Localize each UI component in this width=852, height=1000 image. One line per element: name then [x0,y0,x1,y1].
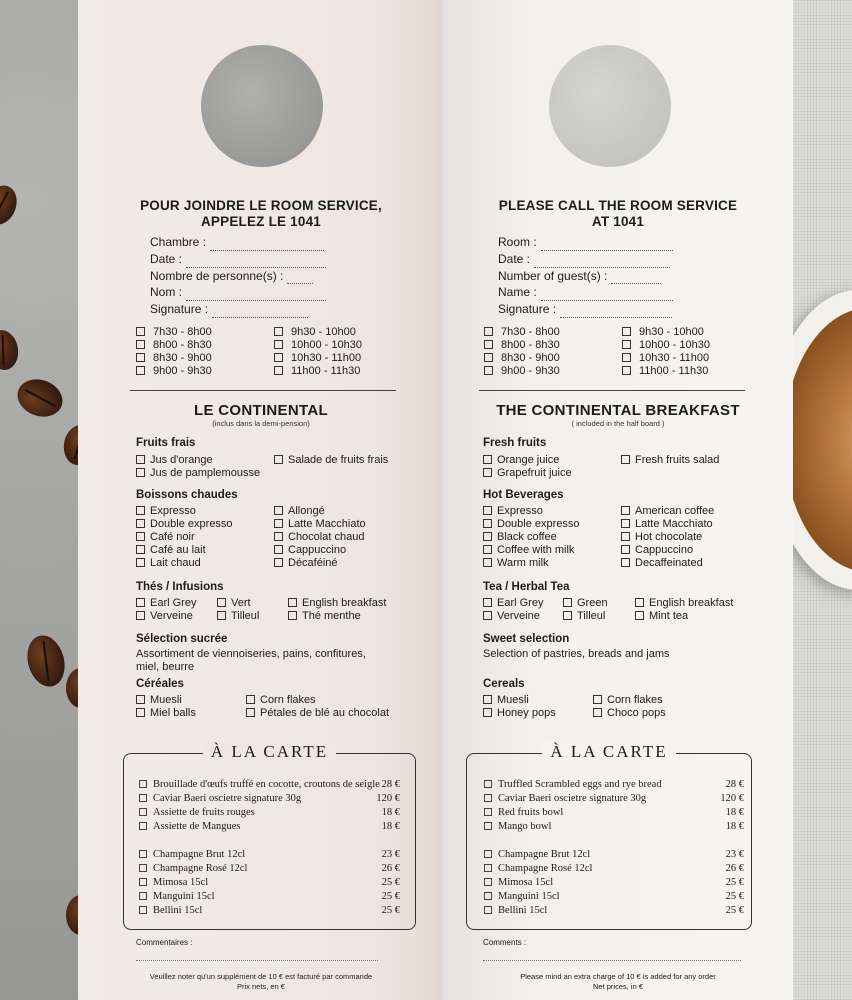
carte-item[interactable]: Red fruits bowl [484,806,563,819]
carte-item[interactable]: Assiette de fruits rouges [139,806,255,819]
carte-item[interactable]: Mimosa 15cl [484,876,553,889]
time-slot[interactable]: 10h00 - 10h30 [622,339,710,352]
menu-option[interactable]: Double expresso [483,518,580,531]
carte-price: 18 € [381,821,400,832]
category-hot-beverages: Hot Beverages [483,489,564,501]
time-slot[interactable]: 8h00 - 8h30 [484,339,560,352]
menu-option[interactable]: Muesli [483,694,529,707]
section-title: LE CONTINENTAL [194,402,328,419]
carte-price: 23 € [725,849,744,860]
hanger-hole [549,45,671,167]
surcharge-note: Veuillez noter qu'un supplément de 10 € est facturé par commande [149,972,373,981]
carte-price: 26 € [725,863,744,874]
category-sweet: Sweet selection [483,633,570,645]
category-tea: Thés / Infusions [136,581,224,593]
divider [479,390,745,391]
carte-item[interactable]: Champagne Brut 12cl [139,848,245,861]
title-line1: PLEASE CALL THE ROOM SERVICE [498,198,738,213]
category-fruits: Fruits frais [136,437,196,449]
menu-option[interactable]: Pétales de blé au chocolat [246,707,389,720]
menu-option[interactable]: Latte Macchiato [621,518,713,531]
title-line2: APPELEZ LE 1041 [200,214,322,229]
divider [130,390,396,391]
comments-line[interactable] [136,960,378,961]
comments-line[interactable] [483,960,741,961]
field-label: Room : [498,235,537,249]
title-line2: AT 1041 [591,214,645,229]
menu-option[interactable]: Allongé [274,505,325,518]
sweet-description: Assortiment de viennoiseries, pains, confitures, miel, beurre [136,648,366,673]
door-hanger-fr [78,0,444,1000]
category-fruits: Fresh fruits [483,437,547,449]
category-cereals: Cereals [483,678,525,690]
carte-item[interactable]: Caviar Baeri oscietre signature 30g [484,792,646,805]
menu-option[interactable]: Expresso [483,505,543,518]
time-slot[interactable]: 7h30 - 8h00 [484,326,560,339]
comments-label: Comments : [483,938,527,947]
menu-option[interactable]: Honey pops [483,707,556,720]
menu-option[interactable]: Chocolat chaud [274,531,364,544]
menu-option[interactable]: Lait chaud [136,557,201,570]
category-hot-beverages: Boissons chaudes [136,489,238,501]
carte-price: 25 € [381,891,400,902]
menu-option[interactable]: Thé menthe [288,610,361,623]
menu-option[interactable]: Coffee with milk [483,544,574,557]
carte-price: 25 € [381,877,400,888]
carte-item[interactable]: Mango bowl [484,820,551,833]
time-slot[interactable]: 10h00 - 10h30 [274,339,362,352]
carte-price: 120 € [720,793,744,804]
hanger-hole [201,45,323,167]
carte-item[interactable]: Truffled Scrambled eggs and rye bread [484,778,662,791]
signature-field[interactable] [150,301,326,318]
a-la-carte-title: À LA CARTE [124,742,415,762]
carte-item[interactable]: Champagne Rosé 12cl [139,862,247,875]
menu-option[interactable]: Verveine [136,610,193,623]
time-slot[interactable]: 9h00 - 9h30 [136,365,212,378]
menu-option[interactable]: Café noir [136,531,195,544]
menu-option[interactable]: Choco pops [593,707,666,720]
name-field[interactable] [498,284,673,301]
door-hanger-en [443,0,793,1000]
menu-option[interactable]: Green [563,597,608,610]
a-la-carte-box [123,742,416,930]
carte-price: 25 € [381,905,400,916]
menu-option[interactable]: Tilleul [217,610,259,623]
prices-note: Net prices, in € [592,982,644,991]
carte-price: 25 € [725,877,744,888]
carte-item[interactable]: Assiette de Mangues [139,820,240,833]
sweet-description: Selection of pastries, breads and jams [483,648,670,660]
carte-item[interactable]: Champagne Rosé 12cl [484,862,592,875]
field-label: Chambre : [150,235,207,249]
time-slot[interactable]: 11h00 - 11h30 [622,365,710,378]
time-slot[interactable]: 9h00 - 9h30 [484,365,560,378]
field-label: Signature : [150,302,209,317]
menu-option[interactable]: Fresh fruits salad [621,454,719,467]
menu-option[interactable]: Muesli [136,694,182,707]
guests-field[interactable] [150,268,326,285]
menu-option[interactable]: Jus d'orange [136,454,213,467]
carte-item[interactable]: Champagne Brut 12cl [484,848,590,861]
menu-option[interactable]: Tilleul [563,610,605,623]
menu-option[interactable]: Décaféiné [274,557,338,570]
menu-option[interactable]: English breakfast [635,597,733,610]
menu-option[interactable]: Corn flakes [593,694,663,707]
carte-price: 25 € [725,905,744,916]
menu-option[interactable]: Vert [217,597,251,610]
carte-item[interactable]: Bellini 15cl [139,904,202,917]
carte-price: 120 € [376,793,400,804]
menu-option[interactable]: Earl Grey [136,597,196,610]
menu-option[interactable]: Warm milk [483,557,549,570]
menu-option[interactable]: Café au lait [136,544,206,557]
coffee-surface [784,308,852,572]
category-tea: Tea / Herbal Tea [483,581,570,593]
carte-price: 23 € [381,849,400,860]
order-fields [150,234,326,318]
room-field[interactable] [498,234,673,251]
menu-option[interactable]: American coffee [621,505,714,518]
menu-option[interactable]: Miel balls [136,707,196,720]
menu-option[interactable]: Double expresso [136,518,233,531]
comments-label: Commentaires : [136,938,193,947]
time-slot[interactable]: 9h30 - 10h00 [622,326,710,339]
category-sweet: Sélection sucrée [136,633,228,645]
carte-price: 18 € [381,807,400,818]
section-subtitle: ( included in the half board ) [571,419,665,428]
menu-option[interactable]: Black coffee [483,531,557,544]
menu-option[interactable]: Jus de pamplemousse [136,467,260,480]
carte-price: 18 € [725,807,744,818]
menu-option[interactable]: Earl Grey [483,597,543,610]
field-label: Name : [498,285,537,300]
menu-option[interactable]: Cappuccino [621,544,693,557]
a-la-carte-box [466,742,752,930]
carte-item[interactable]: Caviar Baeri oscietre signature 30g [139,792,301,805]
field-label: Signature : [498,302,557,317]
carte-price: 18 € [725,821,744,832]
menu-option[interactable]: Mint tea [635,610,688,623]
date-field[interactable] [498,251,673,268]
section-title: THE CONTINENTAL BREAKFAST [496,402,740,419]
time-slot[interactable]: 7h30 - 8h00 [136,326,212,339]
field-label: Number of guest(s) : [498,268,608,283]
carte-price: 25 € [725,891,744,902]
menu-option[interactable]: Orange juice [483,454,559,467]
menu-option[interactable]: English breakfast [288,597,386,610]
surcharge-note: Please mind an extra charge of 10 € is added for any order [520,972,716,981]
title-line1: POUR JOINDRE LE ROOM SERVICE, [140,198,382,213]
carte-price: 26 € [381,863,400,874]
menu-option[interactable]: Salade de fruits frais [274,454,388,467]
guests-field[interactable] [498,268,673,285]
carte-item[interactable]: Manguini 15cl [139,890,215,903]
menu-option[interactable]: Hot chocolate [621,531,702,544]
menu-option[interactable]: Latte Macchiato [274,518,366,531]
time-slot[interactable]: 8h30 - 9h00 [484,352,560,365]
time-slot[interactable]: 10h30 - 11h00 [274,352,362,365]
field-label: Date : [498,251,531,266]
category-cereals: Céréales [136,678,184,690]
time-slot[interactable]: 8h30 - 9h00 [136,352,212,365]
time-slot[interactable]: 11h00 - 11h30 [274,365,362,378]
name-field[interactable] [150,284,326,301]
time-slot[interactable]: 8h00 - 8h30 [136,339,212,352]
carte-price: 28 € [725,779,744,790]
time-slot[interactable]: 10h30 - 11h00 [622,352,710,365]
signature-field[interactable] [498,301,673,318]
section-subtitle: (inclus dans la demi-pension) [212,419,310,428]
menu-option[interactable]: Verveine [483,610,540,623]
carte-price: 28 € [381,779,400,790]
menu-option[interactable]: Corn flakes [246,694,316,707]
carte-item[interactable]: Brouillade d'œufs truffé en cocotte, croutons de seigle [139,778,380,791]
date-field[interactable] [150,251,326,268]
field-label: Date : [150,251,183,266]
menu-option[interactable]: Cappuccino [274,544,346,557]
a-la-carte-title: À LA CARTE [467,742,751,762]
field-label: Nom : [150,285,183,300]
menu-option[interactable]: Grapefruit juice [483,467,572,480]
menu-option[interactable]: Decaffeinated [621,557,703,570]
carte-item[interactable]: Mimosa 15cl [139,876,208,889]
carte-item[interactable]: Bellini 15cl [484,904,547,917]
menu-option[interactable]: Expresso [136,505,196,518]
carte-item[interactable]: Manguini 15cl [484,890,560,903]
field-label: Nombre de personne(s) : [150,268,284,283]
time-slot[interactable]: 9h30 - 10h00 [274,326,362,339]
prices-note: Prix nets, en € [237,982,285,991]
order-fields [498,234,673,318]
room-field[interactable] [150,234,326,251]
